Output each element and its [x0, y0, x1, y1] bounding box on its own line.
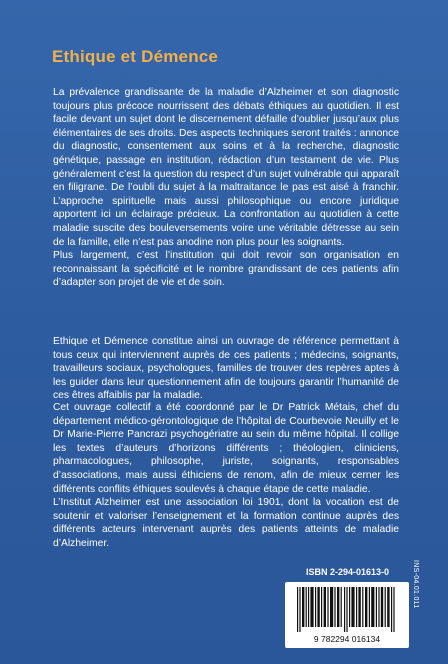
- paragraph-intro: La prévalence grandissante de la maladie d’Alzheimer et son diagnostic toujours plus précoce nourrissent des débats éthiques au quotidien. Il est facile devant un sujet dont le discernement défaille d’oublier jusqu’aux plus élémentaires de ses droits. Des aspects techniques seront traités : annonce du diagnostic, consentement aux soins et à la recherche, diagnostic génétique, passage en institution, rédaction d’un testament de vie. Plus généralement c’est la question du respect d’un sujet vulnérable qui apparaît en filigrane. De l’oubli du sujet à la maltraitance le pas est aisé à franchir. L’approche spirituelle mais aussi philosophique ou encore juridique apportent ici un éclairage précieux. La confrontation au quotidien à cette maladie suscite des bouleversements voire une véritable détresse au sein de la famille, elle n’est pas anodine non plus pour les soignants.: [53, 87, 399, 248]
- paragraph-authors-text: Cet ouvrage collectif a été coordonné par le Dr Patrick Métais, chef du département médico-gérontologique de l’hôpital de Courbevoie Neuilly et le Dr Marie-Pierre Pancrazi psychogériatre au sein du même hôpital. Il collige les textes d’auteurs d’horizons différents ; théologien, cliniciens, pharmacologues, philosophe, juriste, soignants, responsables d’associations, mais aussi éthiciens de renom, afin de mieux cerner les différents conflits éthiques soulevés à chaque étape de cette maladie.: [53, 402, 399, 495]
- barcode: [285, 582, 409, 648]
- side-reference-code: INS-04.01.011: [412, 560, 419, 609]
- isbn-label: ISBN 2-294-01613-0: [306, 567, 390, 577]
- paragraph-institute-text: L’Institut Alzheimer est une association loi 1901, dont la vocation est de soutenir et valoriser l’enseignement et la formation continue auprès des différents acteurs intervenant auprès des patients atteints de maladie d’Alzheimer.: [53, 497, 399, 549]
- barcode-bars: [297, 587, 395, 632]
- book-title: Ethique et Démence: [52, 47, 219, 66]
- barcode-graphic: [285, 582, 409, 648]
- paragraph-reference-text: Ethique et Démence constitue ainsi un ouvrage de référence permettant à tous ceux qui interviennent auprès de ces patients ; médecins, soignants, travailleurs sociaux, psychologues, familles de trouver des repères aptes à les guider dans leur questionnement afin de toujours garantir l’humanité de ces êtres affaiblis par la maladie.: [53, 336, 399, 402]
- description-block: [53, 86, 399, 290]
- paragraph-reference: [53, 335, 399, 403]
- barcode-number: 9 782294 016134: [313, 634, 381, 644]
- paragraph-authors: [53, 401, 399, 496]
- paragraph-institute: [53, 496, 399, 550]
- paragraph-institution: Plus largement, c’est l’institution qui doit revoir son organisation en reconnaissant la spécificité et le nombre grandissant de ces patients afin d’adapter son projet de vie et de soin.: [53, 250, 399, 289]
